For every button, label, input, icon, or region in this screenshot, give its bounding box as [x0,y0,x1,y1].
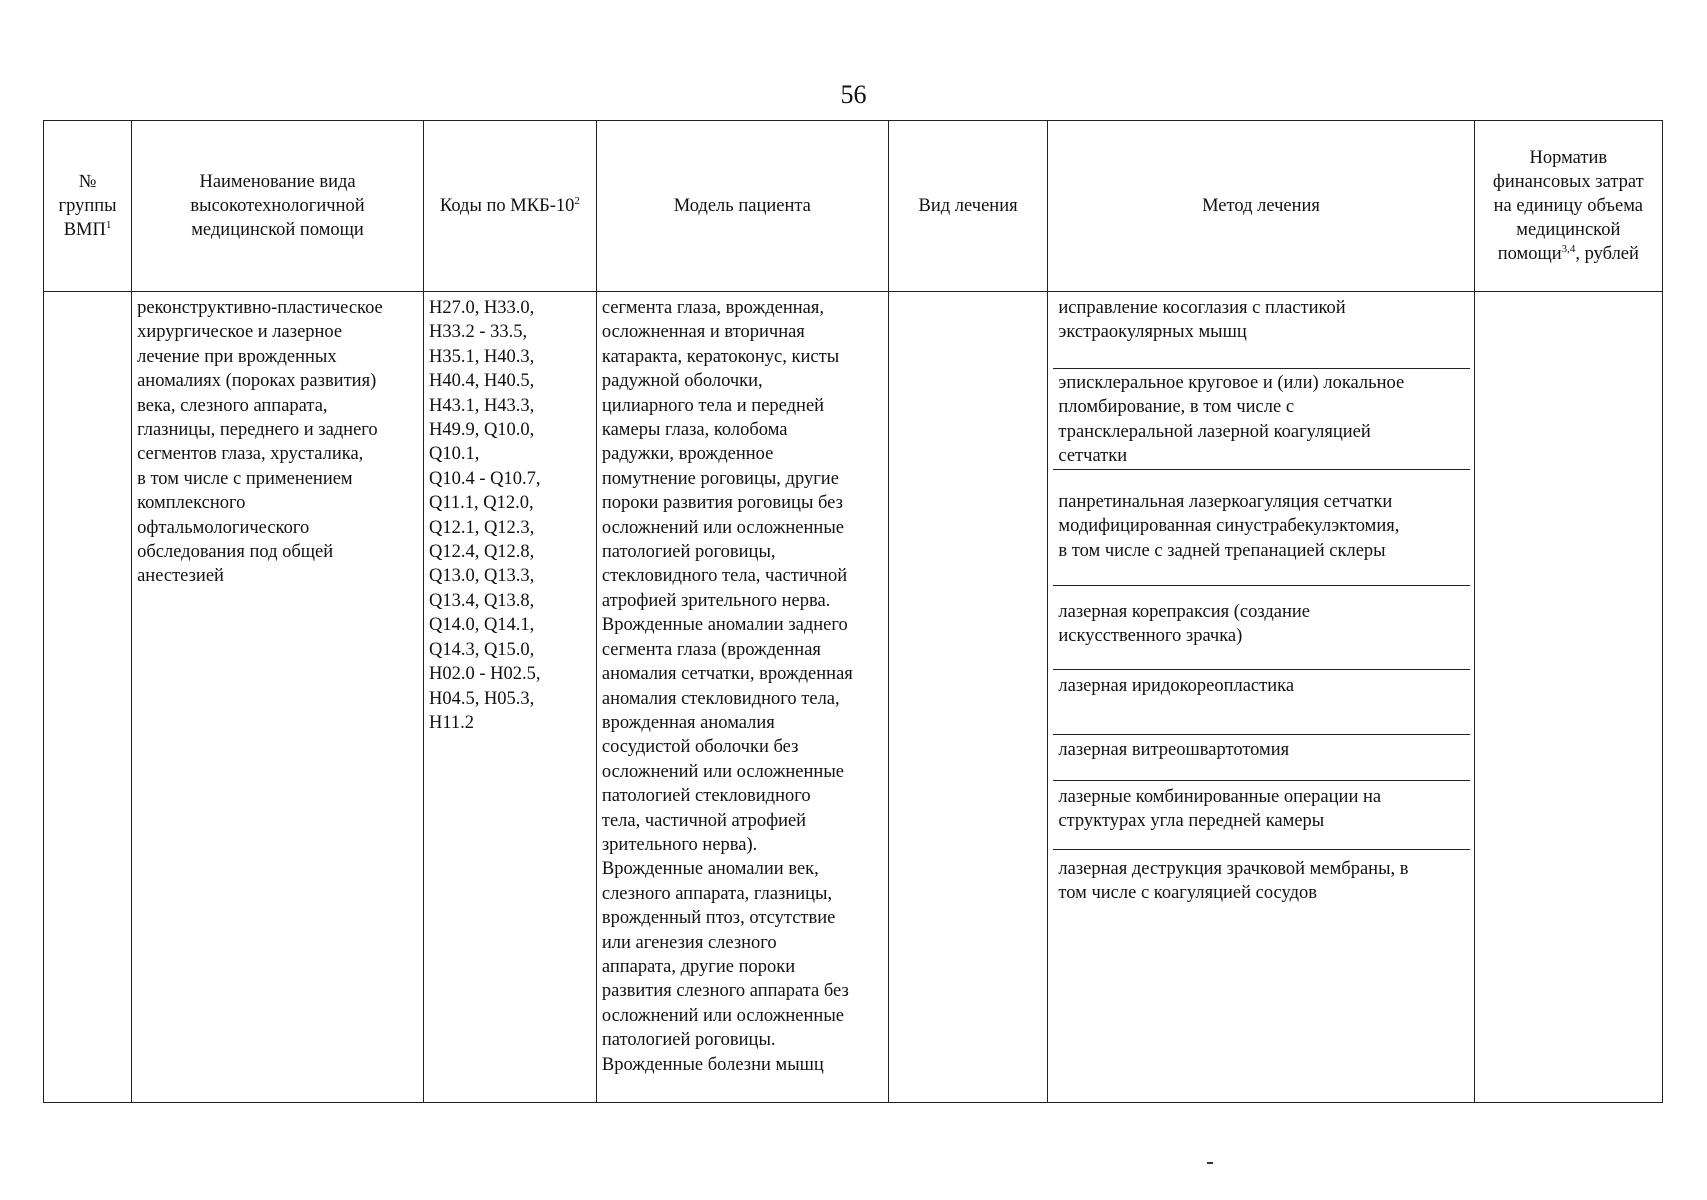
header-codes: Коды по МКБ-$10^2$ [423,121,596,292]
header-row [44,121,1663,292]
method-item: лазерная деструкция зрачковой мембраны, в том числе с коагуляцией сосудов [1058,859,1409,904]
cell-treatment-methods [1048,292,1474,1103]
scan-mark [1207,1162,1213,1164]
table-row [44,292,1663,1103]
method-item: лазерная корепраксия (создание искусственного зрачка) [1053,586,1469,670]
method-item: лазерные комбинированные операции на структурах угла передней камеры [1053,781,1469,850]
cell-patient-model: сегмента глаза, врожденная, осложненная и вторичная катаракта, кератоконус, кисты радужной оболочки, цилиарного тела и передней камеры глаза, колобома радужки, врожденное помутнение роговицы, другие пороки развития роговицы без осложнений или осложненные патологией роговицы, стекловидного тела, частичной атрофией зрительного нерва. Врожденные аномалии заднего сегмента глаза (врожденная аномалия сетчатки, врожденная аномалия стекловидного тела, врожденная аномалия сосудистой оболочки без осложнений или осложненные патологией стекловидного тела, частичной атрофией зрительного нерва). Врожденные аномалии век, слезного аппарата, глазницы, врожденный птоз, отсутствие или агенезия слезного аппарата, другие пороки развития слезного аппарата без осложнений или осложненные патологией роговицы. Врожденные болезни мышц [596,292,888,1103]
header-treatment-type: Вид лечения [888,121,1048,292]
method-item: панретинальная лазеркоагуляция сетчатки модифицированная синустрабекулэктомия, в том числе с задней трепанацией склеры [1053,470,1469,586]
header-group-no: № группы ВМП$^1$ [44,121,132,292]
cell-norm [1474,292,1662,1103]
header-treatment-method: Метод лечения [1048,121,1474,292]
cell-name: реконструктивно-пластическое хирургическое и лазерное лечение при врожденных аномалиях (пороках развития) века, слезного аппарата, глазницы, переднего и заднего сегментов глаза, хрусталика, в том числе с применением комплексного офтальмологического обследования под общей анестезией [132,292,424,1103]
vmp-table [43,120,1663,1103]
page-number: 56 [840,80,867,109]
header-name: Наименование вида высокотехнологичной медицинской помощи [132,121,424,292]
method-item: лазерная витреошвартотомия [1053,735,1469,781]
cell-codes: H27.0, H33.0, H33.2 - 33.5, H35.1, H40.3, H40.4, H40.5, H43.1, H43.3, H49.9, Q10.0, Q10.1, Q10.4 - Q10.7, Q11.1, Q12.0, Q12.1, Q12.3, Q12.4, Q12.8, Q13.0, Q13.3, Q13.4, Q13.8, Q14.0, Q14.1, Q14.3, Q15.0, H02.0 - H02.5, H04.5, H05.3, H11.2 [423,292,596,1103]
method-item: эписклеральное круговое и (или) локальное пломбирование, в том числе с трансклеральной лазерной коагуляцией сетчатки [1053,369,1469,470]
header-patient-model: Модель пациента [596,121,888,292]
cell-group-no [44,292,132,1103]
cell-treatment-type [888,292,1048,1103]
header-norm: Норматив финансовых затрат на единицу объема медицинской помощи$^{3,4}$, рублей [1474,121,1662,292]
method-item: исправление косоглазия с пластикой экстраокулярных мышц [1053,296,1469,369]
method-item: лазерная иридокореопластика [1053,670,1469,735]
